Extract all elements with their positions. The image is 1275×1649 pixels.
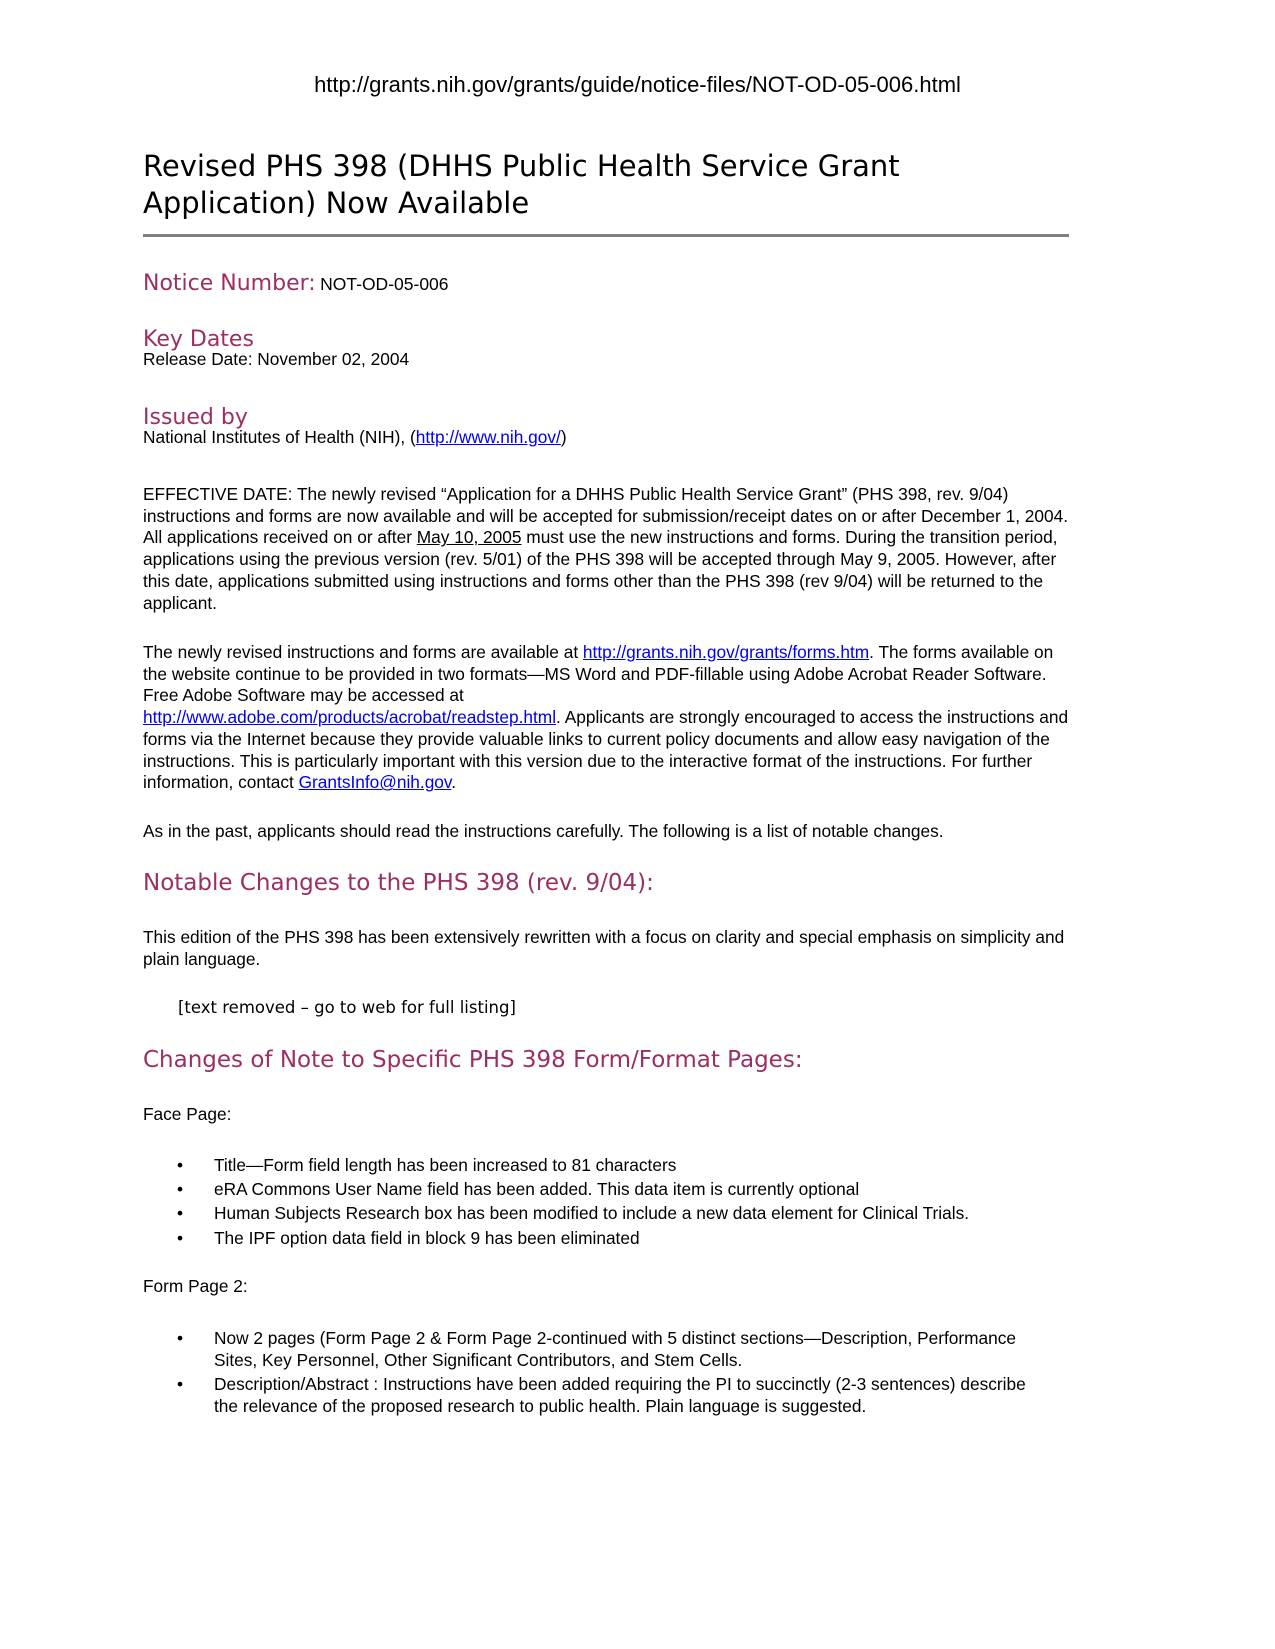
grantsinfo-email-link[interactable]: GrantsInfo@nih.gov — [298, 772, 452, 793]
notice-label: Notice Number: — [143, 271, 316, 296]
notable-changes-heading: Notable Changes to the PHS 398 (rev. 9/04): — [143, 870, 654, 896]
issuer: National Institutes of Health (NIH), ( — [143, 427, 416, 447]
forms-link[interactable]: http://grants.nih.gov/grants/forms.htm — [582, 642, 870, 662]
text: . — [451, 772, 457, 793]
list-item: • Title—Form field length has been increased to 81 characters — [143, 1155, 1069, 1177]
effective-text: EFFECTIVE DATE: The newly revised “Application for a DHHS Public Health Service Grant” (PHS 398, rev. 9/04) instructions and forms are now available and will be accepted for submission/receipt dates on or after December 1, 2004. All applications received on or after — [143, 484, 1069, 548]
issued-by-text — [143, 427, 1069, 449]
release-date: Release Date: November 02, 2004 — [143, 349, 410, 369]
paren: ) — [560, 427, 567, 447]
text-removed-note: [text removed – go to web for full listing] — [178, 998, 516, 1017]
text: . The forms available on the website continue to be provided in two formats—MS Word and PDF-fillable using Adobe Acrobat Reader Software. Free Adobe Software may be accessed at — [143, 642, 1054, 706]
face-page-list — [143, 1155, 1069, 1252]
notice-number — [143, 271, 1069, 296]
adobe-link[interactable]: http://www.adobe.com/products/acrobat/readstep.html — [143, 707, 557, 728]
effective-date-paragraph — [143, 484, 1069, 614]
nih-link[interactable]: http://www.nih.gov/ — [415, 427, 561, 447]
list-item: • Description/Abstract : Instructions have been added requiring the PI to succinctly (2-3 sentences) describe the relevance of the proposed research to public health. Plain language is suggested. — [143, 1374, 1043, 1417]
list-item: • Human Subjects Research box has been modified to include a new data element for Clinical Trials. — [143, 1203, 1069, 1225]
effective-text-cont: must use the new instructions and forms. During the transition period, applications using the previous version (rev. 5/01) of the PHS 398 will be accepted through May 9, 2005. However, after this date, applications submitted using instructions and forms other than the PHS 398 (rev 9/04) will be returned to the applicant. — [143, 527, 1058, 613]
text: . Applicants are strongly encouraged to access the instructions and forms via the Internet because they provide valuable links to current policy documents and allow easy navigation of the instructions. This is particularly important with this version due to the interactive format of the instructions. For further information, contact — [143, 707, 1069, 793]
page-title: Revised PHS 398 (DHHS Public Health Service Grant Application) Now Available — [143, 149, 900, 220]
notable-paragraph: This edition of the PHS 398 has been extensively rewritten with a focus on clarity and special emphasis on simplicity and plain language. — [143, 927, 1065, 969]
header-url: http://grants.nih.gov/grants/guide/notice-files/NOT-OD-05-006.html — [314, 72, 961, 97]
text: The newly revised instructions and forms are available at — [143, 642, 583, 662]
key-dates-section — [143, 327, 1069, 371]
past-paragraph: As in the past, applicants should read the instructions carefully. The following is a list of notable changes. — [143, 821, 944, 841]
list-item: • Now 2 pages (Form Page 2 & Form Page 2-continued with 5 distinct sections—Description, Performance Sites, Key Personnel, Other Significant Contributors, and Stem Cells. — [143, 1328, 1043, 1371]
issued-by-heading: Issued by — [143, 405, 248, 430]
notice-value: NOT-OD-05-006 — [320, 274, 449, 294]
issued-by-section — [143, 405, 1069, 449]
list-item: • eRA Commons User Name field has been added. This data item is currently optional — [143, 1179, 1069, 1201]
form-page-2-list — [143, 1328, 1043, 1420]
availability-paragraph — [143, 642, 1069, 794]
key-dates-heading: Key Dates — [143, 327, 254, 352]
specific-changes-heading: Changes of Note to Specific PHS 398 Form/Format Pages: — [143, 1047, 803, 1073]
face-page-label: Face Page: — [143, 1104, 232, 1124]
list-item: • The IPF option data field in block 9 has been eliminated — [143, 1228, 1069, 1250]
title-divider — [143, 234, 1069, 237]
deadline-date: May 10, 2005 — [416, 527, 522, 548]
form-page-2-label: Form Page 2: — [143, 1276, 248, 1296]
